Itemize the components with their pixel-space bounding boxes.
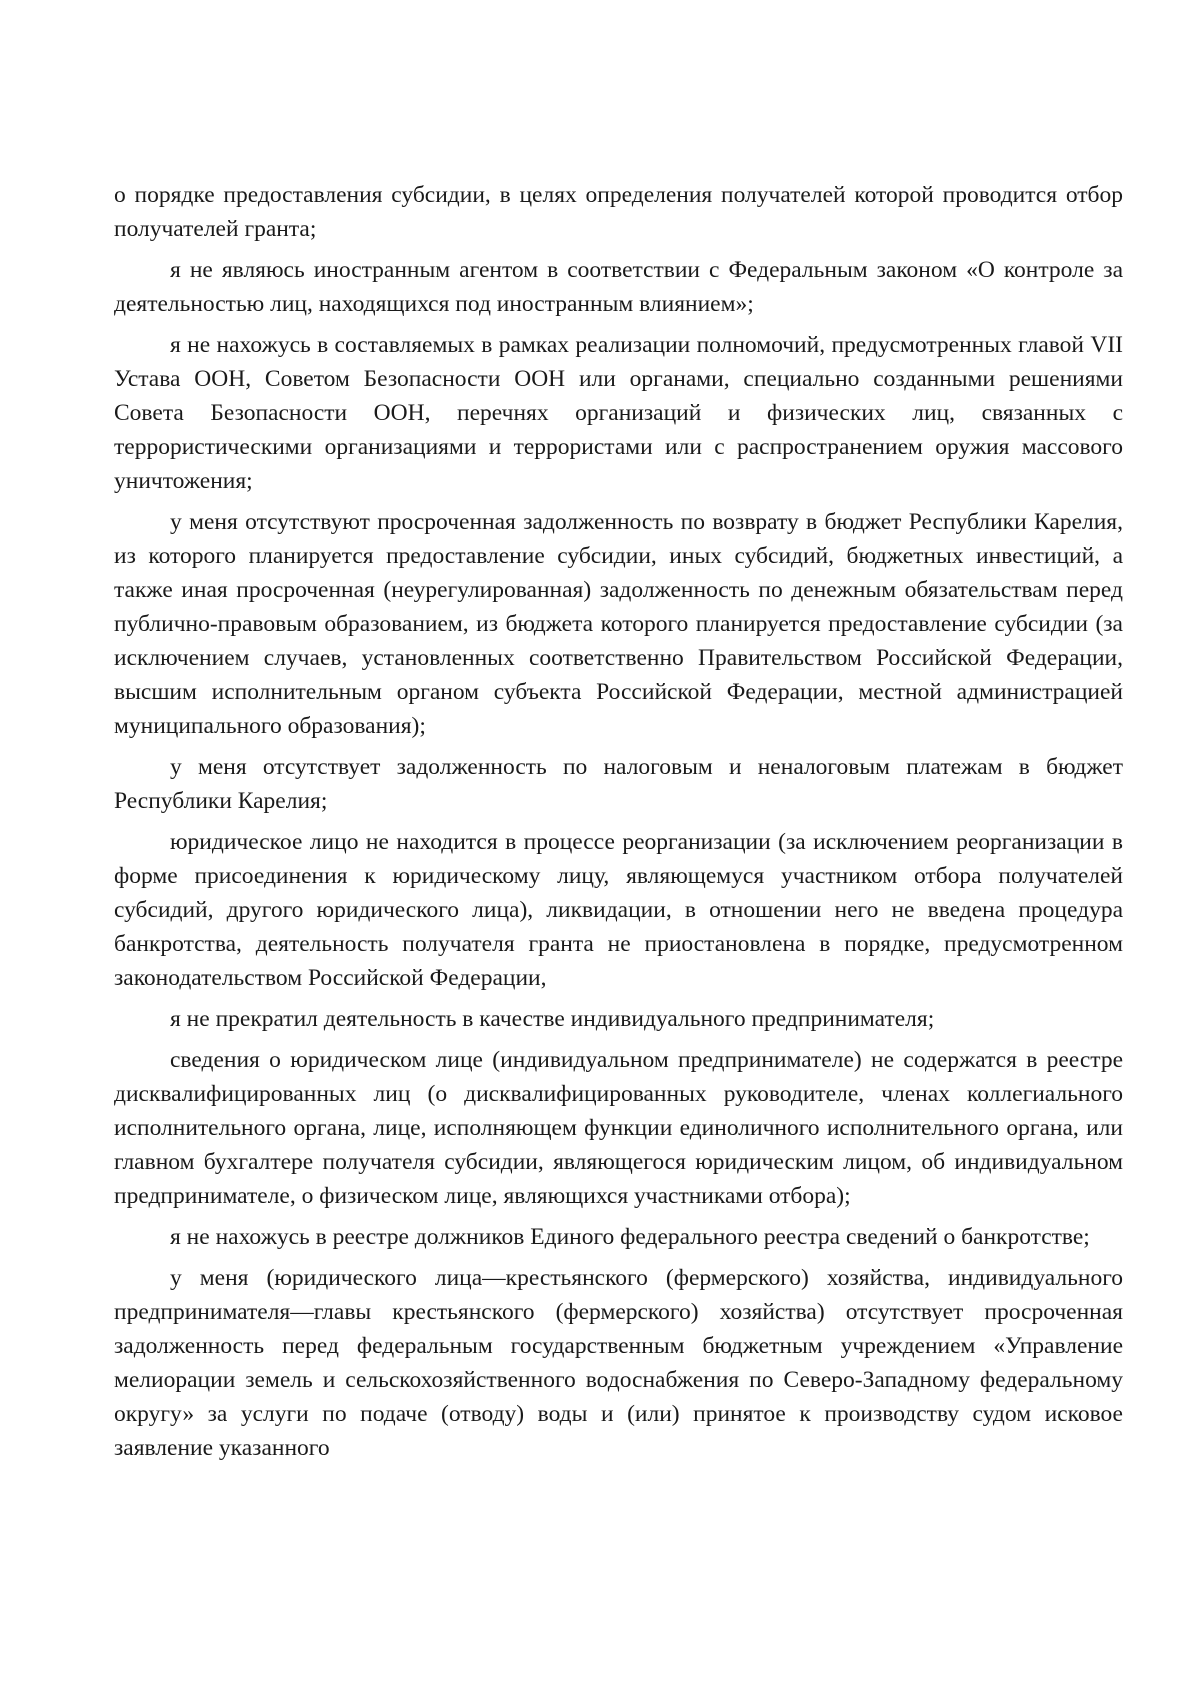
paragraph-10: у меня (юридического лица—крестьянского (фермерского) хозяйства, индивидуального предпринимателя—главы крестьянского (фермерского) хозяйства) отсутствует просроченная задолженность перед федеральным государственным бюджетным учреждением «Управление мелиорации земель и сельскохозяйственного водоснабжения по Северо-Западному федеральному округу» за услуги по подаче (отводу) воды и (или) принятое к производству судом исковое заявление указанного [114, 1265, 1123, 1461]
paragraph-6: юридическое лицо не находится в процессе реорганизации (за исключением реорганизации в форме присоединения к юридическому лицу, являющемуся участником отбора получателей субсидий, другого юридического лица), ликвидации, в отношении него не введена процедура банкротства, деятельность получателя гранта не приостановлена в порядке, предусмотренном законодательством Российской Федерации, [114, 829, 1123, 991]
paragraph-2: я не являюсь иностранным агентом в соответствии с Федеральным законом «О контроле за деятельностью лиц, находящихся под иностранным влиянием»; [114, 257, 1123, 317]
paragraph-9: я не нахожусь в реестре должников Единого федерального реестра сведений о банкротстве; [170, 1224, 1090, 1250]
paragraph-1: о порядке предоставления субсидии, в целях определения получателей которой проводится отбор получателей гранта; [114, 182, 1123, 242]
document-page [114, 178, 1123, 1472]
paragraph-7: я не прекратил деятельность в качестве индивидуального предпринимателя; [170, 1006, 935, 1032]
paragraph-4: у меня отсутствуют просроченная задолженность по возврату в бюджет Республики Карелия, из которого планируется предоставление субсидии, иных субсидий, бюджетных инвестиций, а также иная просроченная (неурегулированная) задолженность по денежным обязательствам перед публично-правовым образованием, из бюджета которого планируется предоставление субсидии (за исключением случаев, установленных соответственно Правительством Российской Федерации, высшим исполнительным органом субъекта Российской Федерации, местной администрацией муниципального образования); [114, 509, 1123, 739]
paragraph-3: я не нахожусь в составляемых в рамках реализации полномочий, предусмотренных главой VII Устава ООН, Советом Безопасности ООН или органами, специально созданными решениями Совета Безопасности ООН, перечнях организаций и физических лиц, связанных с террористическими организациями и террористами или с распространением оружия массового уничтожения; [114, 332, 1123, 494]
paragraph-8: сведения о юридическом лице (индивидуальном предпринимателе) не содержатся в реестре дисквалифицированных лиц (о дисквалифицированных руководителе, членах коллегиального исполнительного органа, лице, исполняющем функции единоличного исполнительного органа, или главном бухгалтере получателя субсидии, являющегося юридическим лицом, об индивидуальном предпринимателе, о физическом лице, являющихся участниками отбора); [114, 1047, 1123, 1209]
paragraph-5: у меня отсутствует задолженность по налоговым и неналоговым платежам в бюджет Республики Карелия; [114, 754, 1123, 814]
